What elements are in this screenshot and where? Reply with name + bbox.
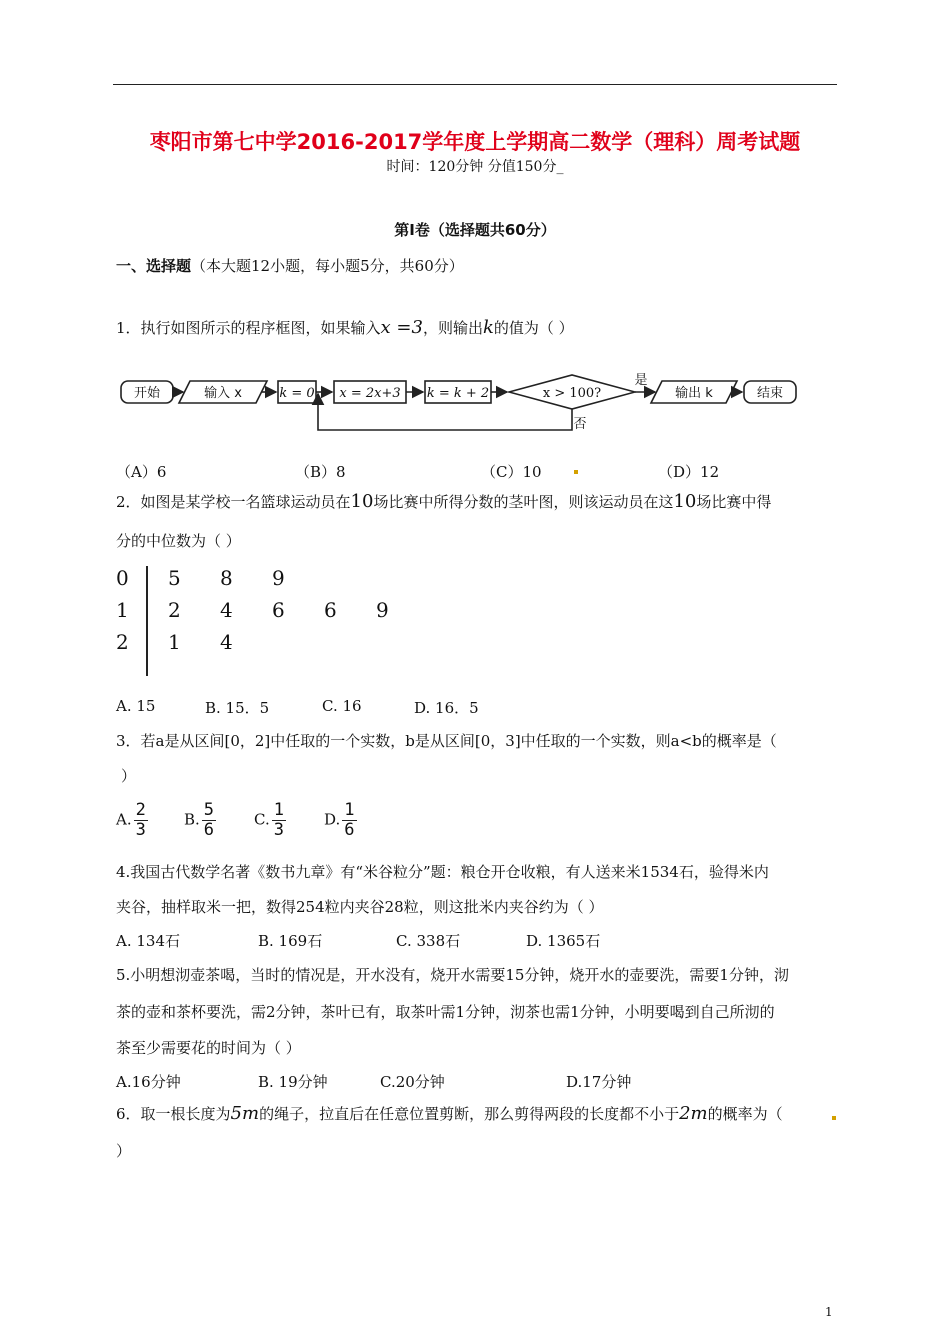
q1-output-var: k: [482, 317, 494, 338]
q4-option-c: C. 338石: [396, 932, 461, 950]
q1-option-d: （D）12: [658, 463, 720, 481]
leaf-value: 5: [168, 566, 181, 590]
q2-games-count: 10: [350, 491, 374, 512]
question-5-line-2: 茶的壶和茶杯要洗，需2分钟，茶叶已有，取茶叶需1分钟，沏茶也需1分钟，小明要喝到自己所沏的: [116, 1003, 775, 1021]
q6-rope-length: 5m: [230, 1103, 260, 1124]
stem-divider: [146, 566, 148, 676]
exam-subtitle: 时间：120分钟 分值150分_: [386, 159, 564, 175]
flow-k-update-label: k = k + 2: [426, 386, 490, 401]
leaf-value: 2: [168, 598, 181, 622]
flowchart: [110, 368, 810, 434]
q3-option-b: B. $\frac{5}{6}$: [184, 800, 215, 840]
q1-option-b: （B）8: [295, 463, 346, 481]
q2-text-pre: 2．如图是某学校一名篮球运动员在: [116, 493, 351, 511]
flow-k0-label: k = 0: [279, 386, 315, 401]
question-3-line-2: ）: [121, 767, 137, 785]
flow-end-label: 结束: [756, 386, 784, 401]
q2-text-post: 场比赛中得: [696, 493, 772, 511]
q6-text-post: 的概率为（: [707, 1105, 783, 1123]
q6-text-mid: 的绳子，拉直后在任意位置剪断，那么剪得两段的长度都不小于: [259, 1105, 680, 1123]
flow-input-label: 输入 x: [204, 386, 242, 401]
question-5-line-3: 茶至少需要花的时间为（ ）: [116, 1039, 301, 1057]
page-number: 1: [825, 1305, 833, 1319]
flow-yes-label: 是: [634, 373, 648, 388]
stem-value: 2: [116, 630, 129, 654]
flow-x-update-label: x = 2x+3: [339, 386, 401, 401]
decorative-dot: [574, 470, 578, 474]
question-5-line-1: 5.小明想沏壶茶喝，当时的情况是，开水没有，烧开水需要15分钟，烧开水的壶要洗，需要1分钟，沏: [116, 966, 789, 984]
leaf-value: 9: [272, 566, 285, 590]
leaf-value: 9: [376, 598, 389, 622]
q5-option-c: C.20分钟: [380, 1073, 445, 1091]
q3-option-c: C. $\frac{1}{3}$: [254, 800, 284, 840]
q6-text-pre: 6．取一根长度为: [116, 1105, 231, 1123]
q1-option-a: （A）6: [116, 463, 167, 481]
question-2-line-1: [116, 491, 771, 512]
q3-option-d: D. $\frac{1}{6}$: [324, 800, 355, 840]
q2-option-b: B. 15．5: [205, 699, 270, 717]
part-description: （本大题12小题，每小题5分，共60分）: [191, 257, 464, 275]
leaf-value: 8: [220, 566, 233, 590]
question-4-line-1: 4.我国古代数学名著《数书九章》有“米谷粒分”题：粮仓开仓收粮，有人送来米1534石，验得米内: [116, 863, 769, 881]
exam-title: 枣阳市第七中学2016-2017学年度上学期高二数学（理科）周考试题: [149, 130, 801, 154]
leaf-value: 4: [220, 630, 233, 654]
leaf-value: 6: [272, 598, 285, 622]
header-rule: [113, 84, 837, 85]
flow-output-label: 输出 k: [675, 386, 713, 401]
q4-option-a: A. 134石: [116, 932, 180, 950]
q5-option-b: B. 19分钟: [258, 1073, 328, 1091]
question-3-line-1: 3．若a是从区间[0，2]中任取的一个实数，b是从区间[0，3]中任取的一个实数，则a<b的概率是（: [116, 732, 777, 750]
question-6-line-2: ）: [116, 1142, 132, 1160]
question-6-line-1: [116, 1103, 783, 1124]
q1-text-post: 的值为（ ）: [493, 319, 574, 337]
leaf-value: 1: [168, 630, 181, 654]
decorative-dot: [832, 1116, 836, 1120]
q4-option-b: B. 169石: [258, 932, 323, 950]
part-heading: [116, 255, 464, 276]
flow-no-label: 否: [573, 417, 587, 432]
q1-text-mid: ，则输出: [422, 319, 483, 337]
part-label: 一、选择题: [116, 257, 192, 275]
q2-option-a: A. 15: [116, 697, 156, 715]
q3-option-a: A. $\frac{2}{3}$: [116, 800, 146, 840]
q5-option-a: A.16分钟: [116, 1073, 181, 1091]
stem-value: 1: [116, 598, 129, 622]
q2-games-count-2: 10: [673, 491, 697, 512]
q1-input-value: x =3: [380, 317, 423, 338]
q1-option-c: （C）10: [481, 463, 542, 481]
stem-value: 0: [116, 566, 129, 590]
q2-option-c: C. 16: [322, 697, 362, 715]
q5-option-d: D.17分钟: [566, 1073, 632, 1091]
question-1-text: [116, 317, 574, 338]
q2-option-d: D. 16．5: [414, 699, 479, 717]
flow-condition-label: x > 100?: [542, 386, 602, 401]
question-4-line-2: 夹谷，抽样取米一把，数得254粒内夹谷28粒，则这批米内夹谷约为（ ）: [116, 898, 604, 916]
leaf-value: 6: [324, 598, 337, 622]
flow-start-label: 开始: [133, 386, 161, 401]
question-2-line-2: 分的中位数为（ ）: [116, 532, 241, 550]
q6-min-length: 2m: [679, 1103, 708, 1124]
q1-text-pre: 1．执行如图所示的程序框图，如果输入: [116, 319, 381, 337]
q2-text-mid: 场比赛中所得分数的茎叶图，则该运动员在这: [373, 493, 674, 511]
leaf-value: 4: [220, 598, 233, 622]
section-title: 第Ⅰ卷（选择题共60分）: [394, 221, 556, 239]
q4-option-d: D. 1365石: [526, 932, 601, 950]
